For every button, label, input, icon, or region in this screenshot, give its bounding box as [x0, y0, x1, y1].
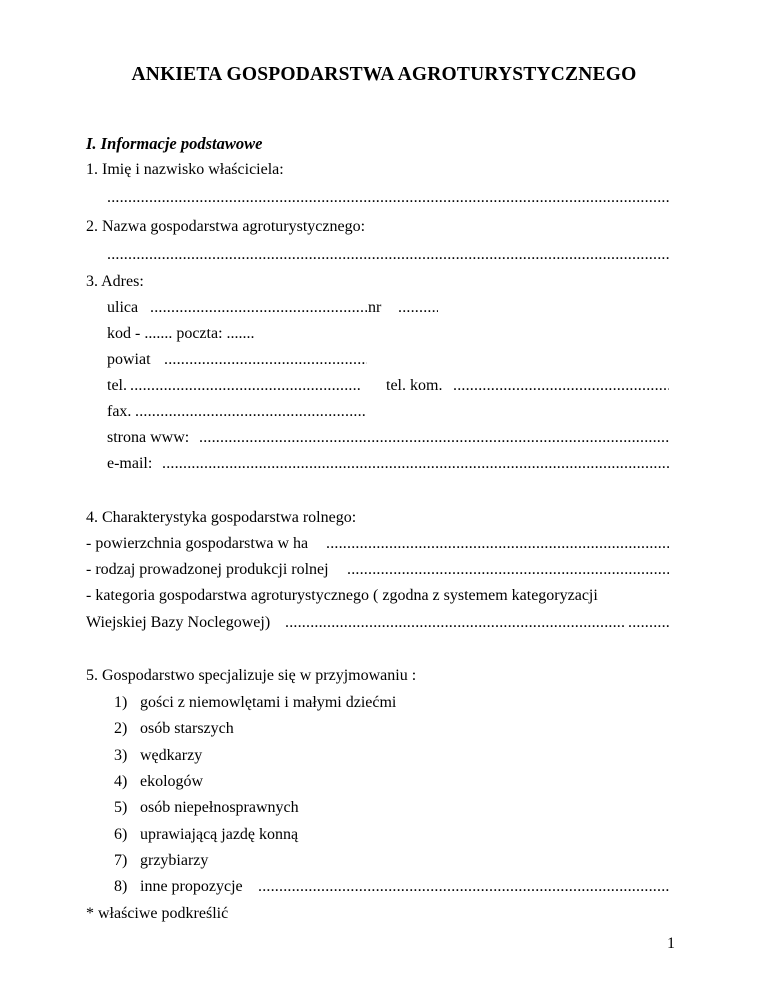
email-label: e-mail:: [107, 455, 153, 472]
option-number: 3): [114, 746, 128, 764]
option-label: grzybiarzy: [140, 851, 209, 869]
option-number: 2): [114, 720, 128, 738]
specialization-option[interactable]: [114, 772, 203, 792]
phone-label: tel.: [107, 377, 127, 394]
county-label: powiat: [107, 351, 151, 368]
website-label: strona www:: [107, 429, 190, 446]
house-number-label: nr: [368, 299, 382, 316]
option-number: 7): [114, 851, 128, 869]
question-address: 3. Adres:: [86, 273, 144, 290]
mobile-label: tel. kom.: [386, 377, 443, 394]
other-proposals-field[interactable]: [258, 877, 669, 897]
specialization-option[interactable]: [114, 746, 202, 766]
option-label: ekologów: [140, 772, 204, 790]
website-field[interactable]: [199, 428, 669, 448]
specialization-option[interactable]: [114, 719, 234, 739]
question-farm-characteristics: 4. Charakterystyka gospodarstwa rolnego:: [86, 509, 357, 526]
question-owner-name: 1. Imię i nazwisko właściciela:: [86, 161, 284, 178]
street-field[interactable]: [150, 298, 367, 318]
production-type-label: - rodzaj prowadzonej produkcji rolnej: [86, 561, 329, 578]
production-type-field[interactable]: [347, 560, 669, 580]
fax-field[interactable]: [135, 402, 367, 422]
option-number: 6): [114, 825, 128, 843]
category-field[interactable]: [285, 613, 624, 633]
postal-code-field[interactable]: [107, 324, 255, 344]
section-heading: I. Informacje podstawowe: [86, 134, 263, 153]
category-label: - kategoria gospodarstwa agroturystycznego ( zgodna z systemem kategoryzacji: [86, 587, 598, 604]
specialization-option[interactable]: [114, 851, 208, 871]
option-label: wędkarzy: [140, 746, 203, 764]
farm-name-field[interactable]: [107, 245, 669, 265]
county-field[interactable]: [164, 350, 367, 370]
option-number: 1): [114, 694, 128, 711]
specialization-option[interactable]: [114, 693, 396, 713]
document-title: ANKIETA GOSPODARSTWA AGROTURYSTYCZNEGO: [131, 64, 637, 85]
option-label: osób starszych: [140, 720, 234, 738]
street-label: ulica: [107, 299, 139, 316]
option-label: osób niepełnosprawnych: [140, 799, 299, 817]
fax-label: fax.: [107, 403, 132, 420]
postal-code-label: kod - .......: [107, 325, 177, 342]
option-label: inne propozycje: [140, 878, 243, 896]
page-number: 1: [667, 935, 675, 952]
phone-field[interactable]: [130, 376, 360, 396]
specialization-option[interactable]: [114, 798, 299, 818]
option-number: 8): [114, 878, 128, 896]
option-number: 4): [114, 772, 128, 790]
option-label: uprawiającą jazdę konną: [140, 825, 299, 843]
category-field-end[interactable]: [628, 613, 669, 633]
footnote: * właściwe podkreślić: [86, 905, 229, 922]
email-field[interactable]: [162, 454, 669, 474]
farm-area-field[interactable]: [326, 534, 669, 554]
option-number: 5): [114, 799, 128, 817]
owner-name-field[interactable]: [107, 188, 669, 208]
farm-area-label: - powierzchnia gospodarstwa w ha: [86, 535, 309, 552]
post-office-label: poczta: .......: [176, 325, 255, 342]
option-label: gości z niemowlętami i małymi dziećmi: [140, 694, 397, 711]
specialization-option[interactable]: [114, 825, 298, 845]
question-farm-name: 2. Nazwa gospodarstwa agroturystycznego:: [86, 218, 366, 235]
category-label-cont: Wiejskiej Bazy Noclegowej): [86, 614, 271, 631]
specialization-option[interactable]: [114, 877, 243, 897]
house-number-field[interactable]: [398, 298, 438, 318]
question-specialization: 5. Gospodarstwo specjalizuje się w przyjmowaniu :: [86, 667, 417, 684]
mobile-field[interactable]: [453, 376, 669, 396]
